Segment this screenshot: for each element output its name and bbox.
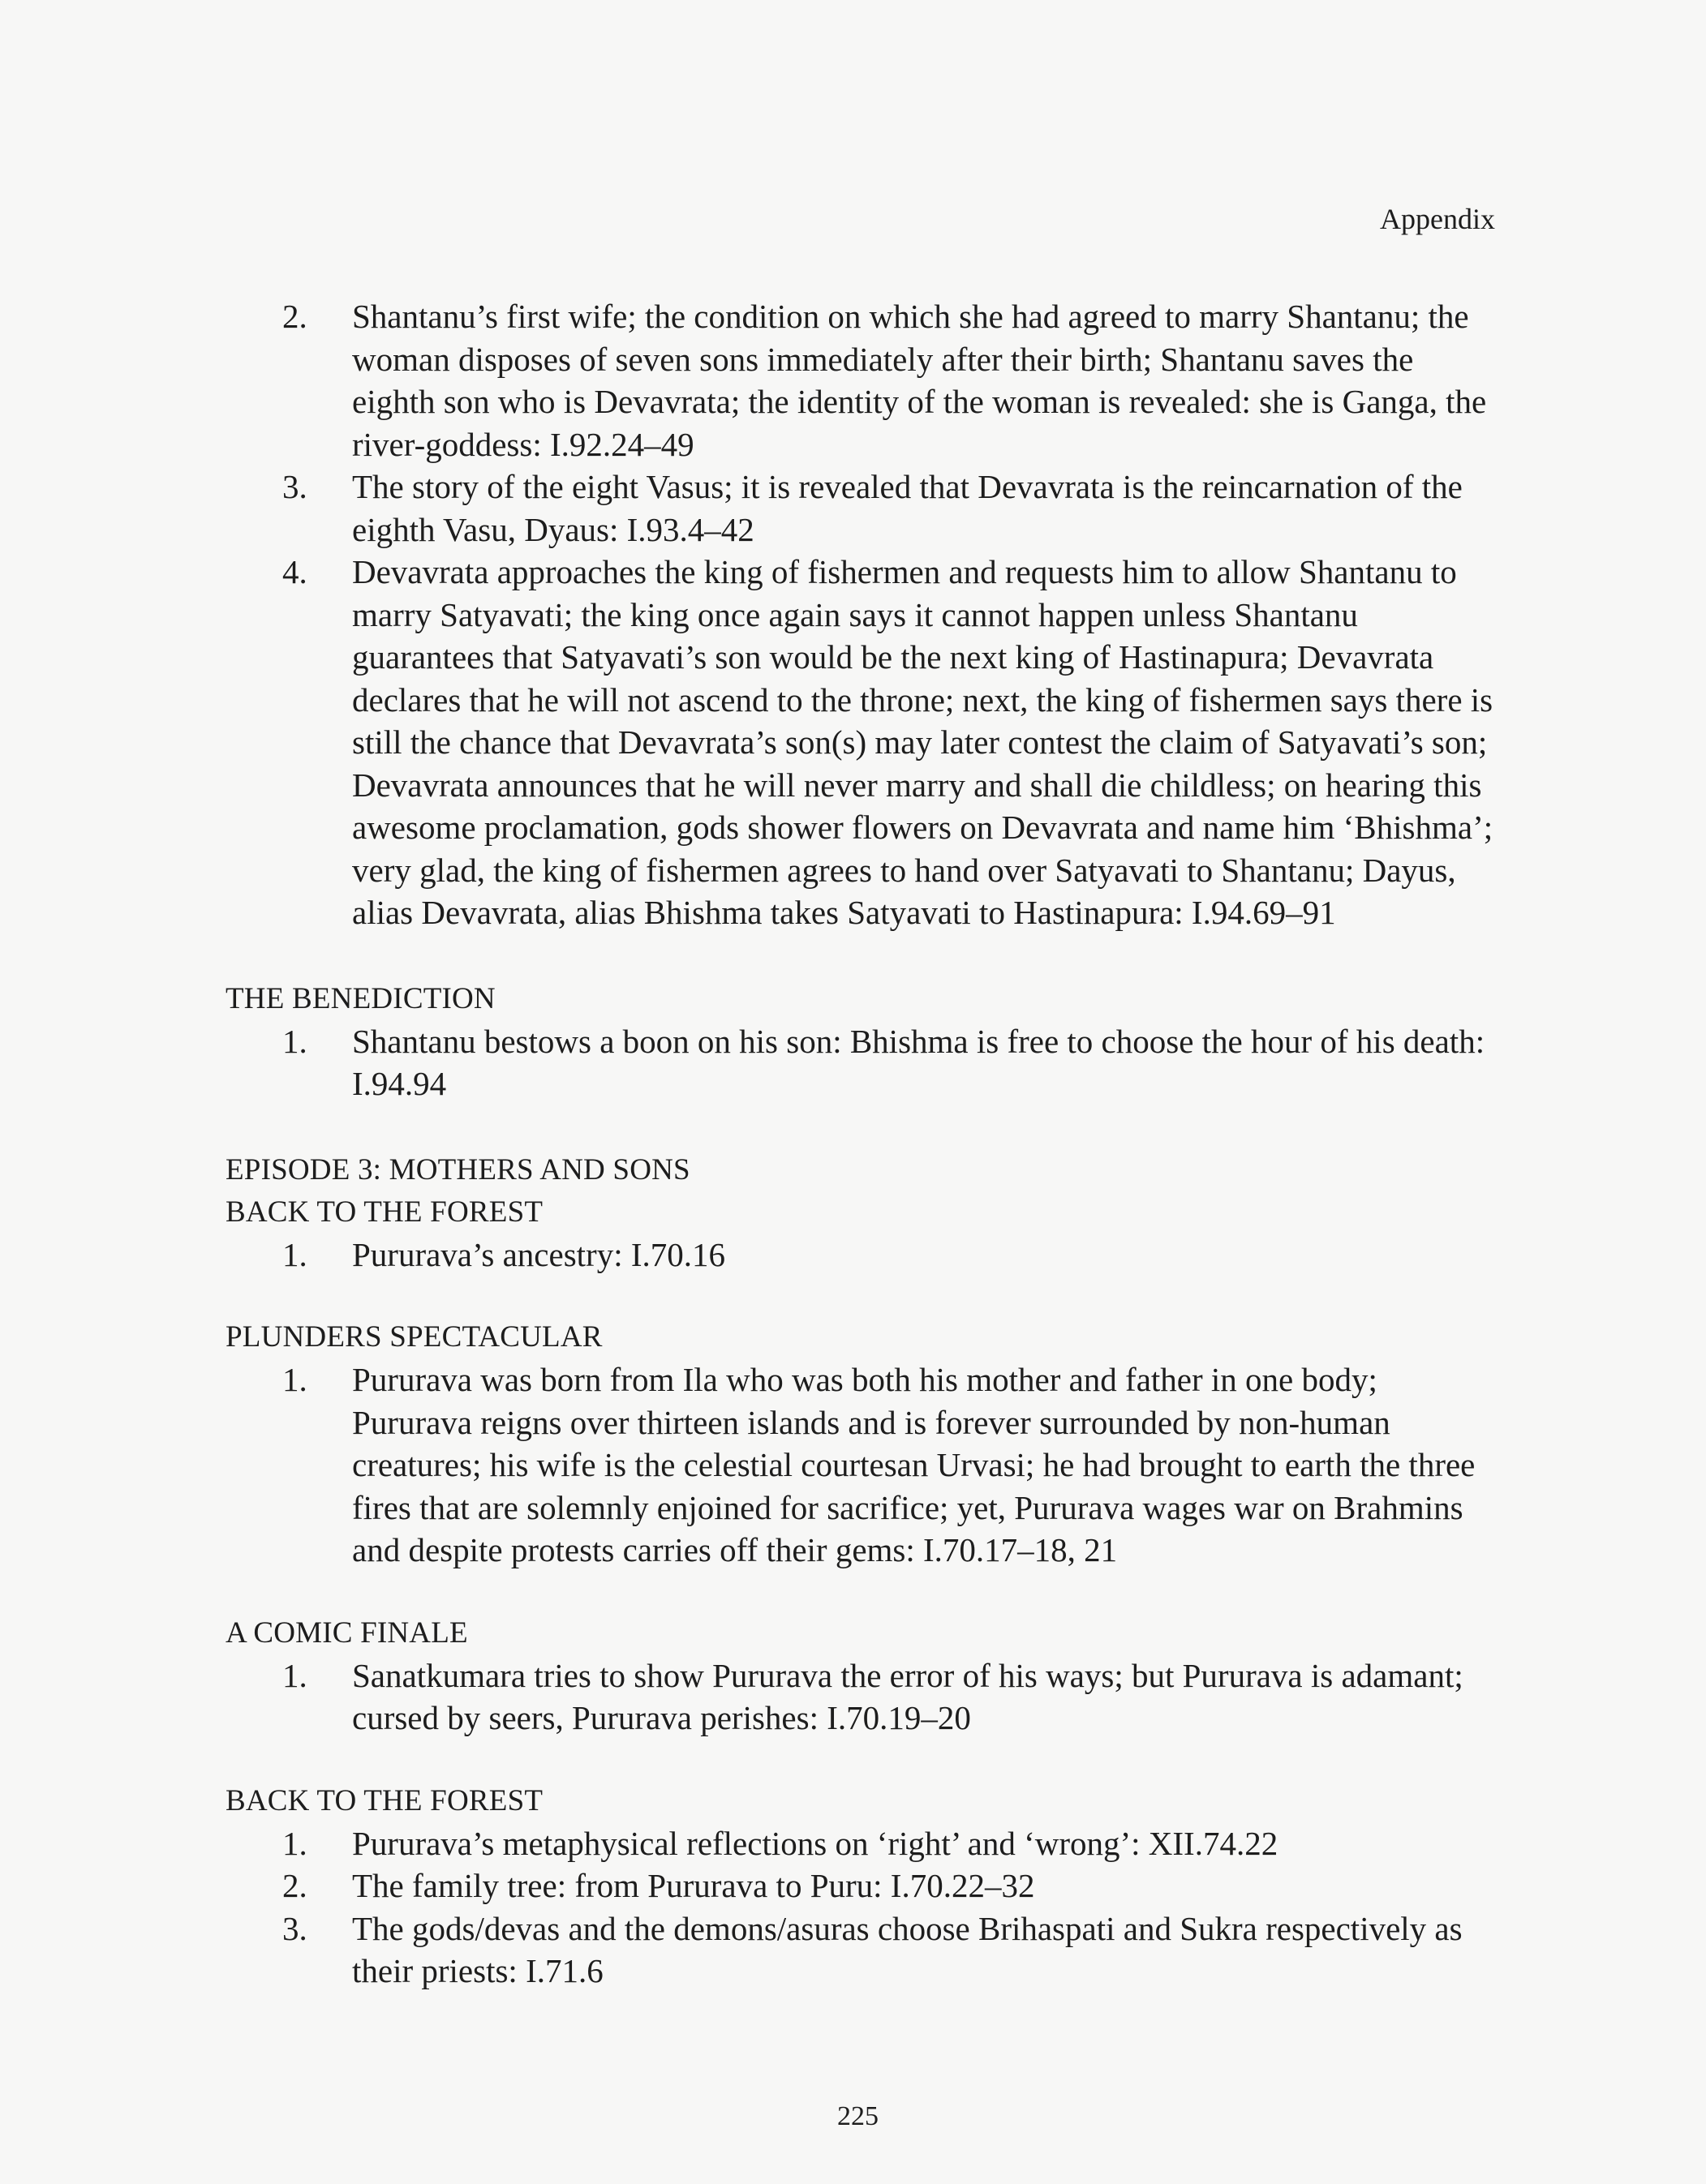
item-text: The story of the eight Vasus; it is revealed that Devavrata is the reincarnation of the eighth Vasu, Dyaus: I.93.4–42 [352,468,1463,548]
list-comic-finale [226,1654,1499,1740]
item-text: Pururava’s ancestry: I.70.16 [352,1235,725,1273]
list-item [226,1234,1499,1277]
list-item [226,1654,1499,1740]
section-heading-benediction: THE BENEDICTION [226,981,496,1015]
item-number: 1. [282,1235,307,1273]
item-number: 1. [282,1656,307,1694]
item-text: Pururava’s metaphysical reflections on ‘right’ and ‘wrong’: XII.74.22 [352,1824,1278,1862]
list-item [226,1020,1499,1105]
list-benediction [226,1020,1499,1105]
list-item [226,1358,1499,1572]
running-head: Appendix [1380,203,1495,235]
item-number: 2. [282,1867,307,1904]
item-number: 1. [282,1022,307,1060]
list-item [226,1907,1499,1993]
item-text: The gods/devas and the demons/asuras choose Brihaspati and Sukra respectively as their priests: I.71.6 [352,1909,1463,1989]
item-number: 3. [282,1909,307,1947]
section-heading-back-to-forest: BACK TO THE FOREST [226,1195,544,1229]
item-text: The family tree: from Pururava to Puru: I.70.22–32 [352,1867,1035,1904]
item-number: 3. [282,468,307,505]
list-item [226,1822,1499,1865]
item-text: Pururava was born from Ila who was both his mother and father in one body; Pururava reigns over thirteen islands and is forever surrounded by non-human creatures; his wife is the celestial courtesan Urvasi; he had brought to earth the three fires that are solemnly enjoined for sacrifice; yet, Pururava wages war on Brahmins and despite protests carries off their gems: I.70.17–18, 21 [352,1361,1476,1568]
list-item [226,1864,1499,1907]
list-item [226,295,1499,466]
item-number: 4. [282,553,307,590]
section-heading-back-to-forest-2: BACK TO THE FOREST [226,1783,544,1817]
item-number: 1. [282,1361,307,1398]
item-number: 1. [282,1824,307,1862]
item-text: Devavrata approaches the king of fishermen and requests him to allow Shantanu to marry Satyavati; the king once again says it cannot happen unless Shantanu guarantees that Satyavati’s son would be the next king of Hastinapura; Devavrata declares that he will not ascend to the throne; next, the king of fishermen says there is still the chance that Devavrata’s son(s) may later contest the claim of Satyavati’s son; Devavrata announces that he will never marry and shall die childless; on hearing this awesome proclamation, gods shower flowers on Devavrata and name him ‘Bhishma’; very glad, the king of fishermen agrees to hand over Satyavati to Shantanu; Dayus, alias Devavrata, alias Bhishma takes Satyavati to Hastinapura: I.94.69–91 [352,553,1493,931]
item-number: 2. [282,298,307,335]
page-number: 225 [837,2101,879,2131]
list-item [226,466,1499,551]
item-text: Sanatkumara tries to show Pururava the error of his ways; but Pururava is adamant; cursed by seers, Pururava perishes: I.70.19–20 [352,1656,1463,1736]
list-ancestry [226,1234,1499,1277]
list-item [226,551,1499,934]
list-back-to-forest [226,1822,1499,1993]
list-plunders [226,1358,1499,1572]
list-continued [226,295,1499,934]
item-text: Shantanu bestows a boon on his son: Bhishma is free to choose the hour of his death: I.94.94 [352,1022,1485,1102]
item-text: Shantanu’s first wife; the condition on which she had agreed to marry Shantanu; the woman disposes of seven sons immediately after their birth; Shantanu saves the eighth son who is Devavrata; the identity of the woman is revealed: she is Ganga, the river-goddess: I.92.24–49 [352,298,1487,463]
episode-heading: EPISODE 3: MOTHERS AND SONS [226,1152,690,1186]
page-body [226,295,1499,1993]
section-heading-comic-finale: A COMIC FINALE [226,1615,468,1650]
section-heading-plunders: PLUNDERS SPECTACULAR [226,1320,603,1354]
